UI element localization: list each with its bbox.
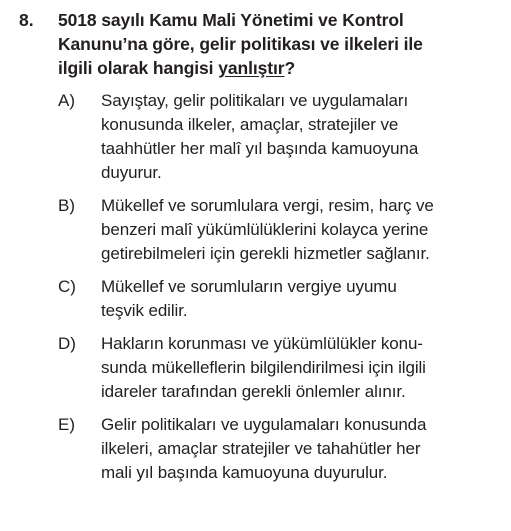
option-line: Mükellef ve sorumluların vergiye uyumu [101,277,397,296]
stem-line-2: Kanunu’na göre, gelir politikası ve ilkeleri ile [58,34,423,54]
option-line: teşvik edilir. [101,301,188,320]
option-line: Hakların korunması ve yükümlülükler konu- [101,334,423,353]
option-line: ilkeleri, amaçlar stratejiler ve tahahütler her [101,439,421,458]
option-letter: E) [58,415,75,434]
option-line: Mükellef ve sorumlulara vergi, resim, harç ve [101,196,434,215]
option-line: mali yıl başında kamuoyuna duyurulur. [101,463,388,482]
option-letter: A) [58,91,75,110]
stem-line-3-text: ilgili olarak hangisi [58,58,219,78]
option-line: benzeri malî yükümlülüklerini kolayca yerine [101,220,429,239]
option-letter: D) [58,334,76,353]
option-letter: B) [58,196,75,215]
option-c[interactable] [58,275,501,323]
option-line: duyurur. [101,163,162,182]
option-line: idareler tarafından gerekli önlemler alınır. [101,382,406,401]
stem-line-1: 5018 sayılı Kamu Mali Yönetimi ve Kontrol [58,10,404,30]
option-d[interactable] [58,332,501,404]
question-stem [58,8,501,80]
option-b[interactable] [58,194,501,266]
option-line: sunda mükelleflerin bilgilendirilmesi için ilgili [101,358,426,377]
option-text [101,332,501,404]
stem-line-3 [58,56,501,80]
option-a[interactable] [58,89,501,185]
answer-options [19,89,501,485]
option-e[interactable] [58,413,501,485]
option-text [101,194,501,266]
option-line: getirebilmeleri için gerekli hizmetler sağlanır. [101,244,430,263]
stem-emphasis: yanlıştır [218,58,285,78]
option-line: Gelir politikaları ve uygulamaları konusunda [101,415,427,434]
option-line: Sayıştay, gelir politikaları ve uygulamaları [101,91,409,110]
option-text [101,275,501,323]
question-block [19,8,501,80]
stem-question-mark: ? [284,58,296,78]
question-number: 8. [19,10,34,30]
option-text [101,89,501,185]
option-letter: C) [58,277,76,296]
option-text [101,413,501,485]
option-line: konusunda ilkeler, amaçlar, stratejiler ve [101,115,399,134]
option-line: taahhütler her malî yıl başında kamuoyuna [101,139,419,158]
